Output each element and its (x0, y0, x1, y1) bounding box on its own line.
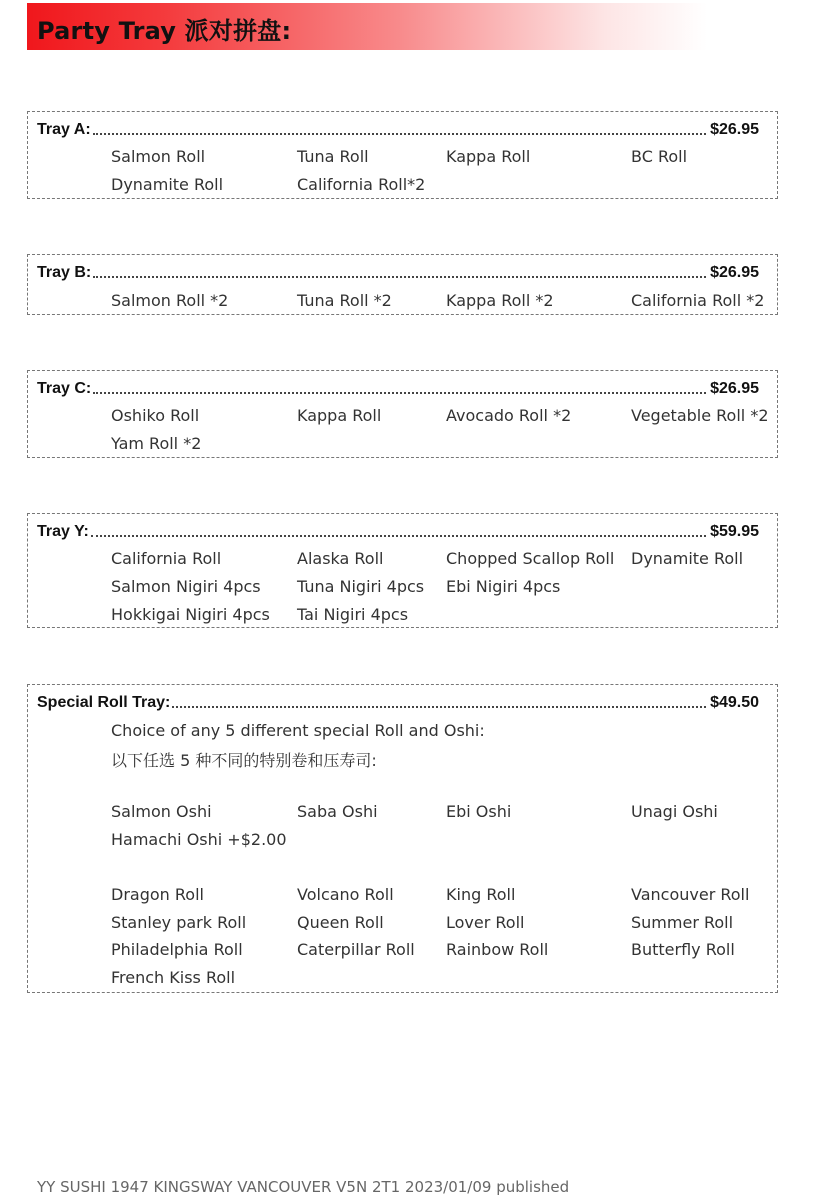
menu-item: Tuna Roll (297, 147, 369, 166)
menu-item: Alaska Roll (297, 549, 384, 568)
menu-item: Volcano Roll (297, 885, 394, 904)
dot-leader (172, 705, 706, 708)
menu-item: Salmon Roll *2 (111, 291, 229, 310)
menu-item: Dragon Roll (111, 885, 204, 904)
menu-item: Queen Roll (297, 913, 384, 932)
tray-b-section (27, 254, 778, 315)
menu-item: Unagi Oshi (631, 802, 718, 821)
list-row (28, 406, 779, 428)
dot-leader (91, 534, 706, 537)
menu-item: Tai Nigiri 4pcs (297, 605, 409, 624)
tray-b-price: $26.95 (710, 264, 759, 281)
list-row (28, 885, 779, 907)
menu-item: Chopped Scallop Roll (446, 549, 615, 568)
dot-leader (93, 132, 706, 135)
menu-item: Summer Roll (631, 913, 734, 932)
special-tray-header (37, 692, 759, 712)
tray-a-name: Tray A: (37, 121, 91, 138)
menu-item: California Roll (111, 549, 222, 568)
menu-item: California Roll*2 (297, 175, 426, 194)
menu-item: Dynamite Roll (631, 549, 744, 568)
menu-item: Rainbow Roll (446, 940, 549, 959)
special-tray-price: $49.50 (710, 694, 759, 711)
dot-leader (93, 275, 706, 278)
menu-item: Stanley park Roll (111, 913, 247, 932)
tray-c-name: Tray C: (37, 380, 92, 397)
list-row (28, 291, 779, 313)
menu-item: Dynamite Roll (111, 175, 224, 194)
menu-item: Lover Roll (446, 913, 525, 932)
special-note-english: Choice of any 5 different special Roll and Oshi: (111, 721, 485, 740)
special-tray-name: Special Roll Tray: (37, 694, 171, 711)
tray-a-header (37, 119, 759, 139)
menu-item: Kappa Roll (297, 406, 382, 425)
menu-item: Salmon Roll (111, 147, 206, 166)
menu-item: Vegetable Roll *2 (631, 406, 769, 425)
list-row (28, 968, 779, 990)
list-row (28, 577, 779, 599)
menu-item: BC Roll (631, 147, 688, 166)
tray-a-price: $26.95 (710, 121, 759, 138)
tray-c-section (27, 370, 778, 458)
menu-item: Ebi Nigiri 4pcs (446, 577, 561, 596)
tray-b-name: Tray B: (37, 264, 92, 281)
menu-item: Hokkigai Nigiri 4pcs (111, 605, 270, 624)
list-row (28, 830, 779, 852)
menu-item: Hamachi Oshi +$2.00 (111, 830, 287, 849)
special-note-chinese: 以下任选 5 种不同的特别卷和压寿司: (111, 751, 377, 770)
list-row (28, 147, 779, 169)
list-row (28, 549, 779, 571)
menu-item: California Roll *2 (631, 291, 765, 310)
menu-item: Ebi Oshi (446, 802, 512, 821)
menu-item: Salmon Nigiri 4pcs (111, 577, 261, 596)
menu-item: Tuna Roll *2 (297, 291, 392, 310)
menu-item: Oshiko Roll (111, 406, 200, 425)
tray-c-price: $26.95 (710, 380, 759, 397)
menu-item: Salmon Oshi (111, 802, 212, 821)
tray-b-header (37, 262, 759, 282)
menu-item: Kappa Roll (446, 147, 531, 166)
tray-y-section (27, 513, 778, 628)
menu-item: French Kiss Roll (111, 968, 236, 987)
list-row (28, 802, 779, 824)
menu-item: Caterpillar Roll (297, 940, 415, 959)
tray-a-section (27, 111, 778, 199)
menu-item: Kappa Roll *2 (446, 291, 554, 310)
menu-item: Vancouver Roll (631, 885, 750, 904)
tray-c-header (37, 378, 759, 398)
menu-item: Saba Oshi (297, 802, 378, 821)
menu-item: Tuna Nigiri 4pcs (297, 577, 425, 596)
menu-item: Butterfly Roll (631, 940, 735, 959)
list-row (28, 940, 779, 962)
tray-y-name: Tray Y: (37, 523, 89, 540)
menu-item: Yam Roll *2 (111, 434, 202, 453)
tray-y-price: $59.95 (710, 523, 759, 540)
special-tray-section (27, 684, 778, 993)
menu-item: King Roll (446, 885, 516, 904)
list-row (28, 434, 779, 456)
tray-y-header (37, 521, 759, 541)
list-row (28, 913, 779, 935)
menu-item: Philadelphia Roll (111, 940, 243, 959)
footer-text: YY SUSHI 1947 KINGSWAY VANCOUVER V5N 2T1 2023/01/09 published (37, 1178, 570, 1196)
dot-leader (93, 391, 706, 394)
menu-item: Avocado Roll *2 (446, 406, 572, 425)
list-row (28, 605, 779, 627)
list-row (28, 175, 779, 197)
page-title: Party Tray 派对拼盘: (37, 17, 292, 45)
